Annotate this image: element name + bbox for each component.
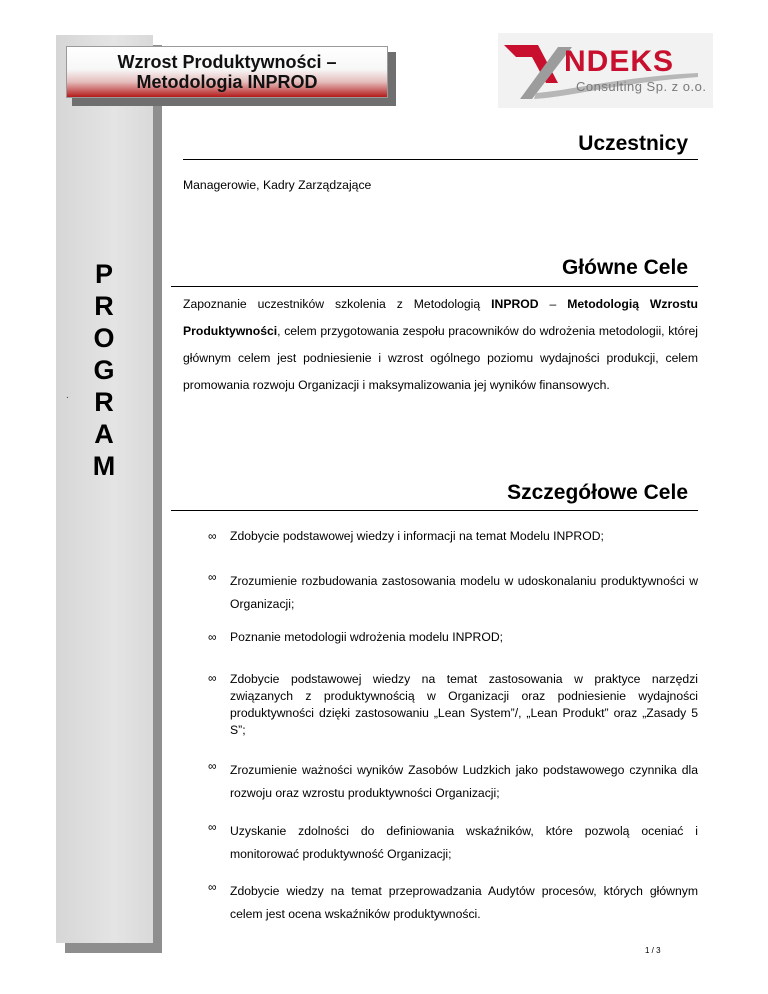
program-letter: R bbox=[94, 291, 114, 321]
sidebar-dot: . bbox=[66, 390, 69, 401]
list-item bbox=[208, 529, 698, 549]
main-goals-text-part: Zapoznanie uczestników szkolenia z Metodologią bbox=[183, 297, 492, 311]
bullet-infinity-icon: ∞ bbox=[208, 630, 217, 644]
bullet-infinity-icon: ∞ bbox=[208, 880, 217, 894]
list-item-text: Uzyskanie zdolności do definiowania wskaźników, które pozwolą oceniać i monitorować produktywność Organizacji; bbox=[230, 824, 698, 861]
logo-sub-text: Consulting Sp. z o.o. bbox=[576, 79, 707, 94]
program-letter: O bbox=[93, 323, 115, 353]
list-item-text: Poznanie metodologii wdrożenia modelu INPROD; bbox=[230, 630, 504, 644]
program-letter: R bbox=[94, 387, 114, 417]
main-goals-text-part: – bbox=[538, 297, 568, 311]
main-goals-text-part: , celem przygotowania zespołu pracowników do wdrożenia metodologii, której głównym celem jest podniesienie i wzrost ogólnego poziomu wydajności produkcji, celem promowania rozwoju Organizacji i maksymalizowania jej wyników finansowych. bbox=[183, 324, 698, 392]
list-item bbox=[208, 630, 698, 650]
banner-title-line-1: Wzrost Produktywności – bbox=[117, 52, 337, 72]
list-item-text: Zdobycie podstawowej wiedzy na temat zastosowania w praktyce narzędzi związanych z produktywnością w Organizacji oraz podniesienie wydajności produktywności dzięki zastosowaniu „Lean System”/, „Lean Produkt” oraz „Zasady 5 S”; bbox=[230, 672, 698, 737]
program-letter: P bbox=[94, 259, 113, 289]
list-item bbox=[208, 880, 698, 922]
list-item-text: Zdobycie wiedzy na temat przeprowadzania Audytów procesów, których głównym celem jest ocena wskaźników produktywności. bbox=[230, 884, 698, 921]
banner-title-line-2: Metodologia INPROD bbox=[136, 72, 318, 92]
list-item bbox=[208, 570, 698, 610]
participants-text: Managerowie, Kadry Zarządzające bbox=[183, 178, 372, 192]
logo-main-text: NDEKS bbox=[564, 45, 675, 78]
main-goals-bold-methodology: Metodologią Wzrostu Produktywności bbox=[183, 297, 698, 338]
page-number: 1 / 3 bbox=[645, 946, 661, 955]
bullet-infinity-icon: ∞ bbox=[208, 529, 217, 543]
main-goals-heading: Główne Cele bbox=[561, 256, 688, 279]
bullet-infinity-icon: ∞ bbox=[208, 671, 217, 685]
bullet-infinity-icon: ∞ bbox=[208, 759, 217, 773]
detailed-goals-heading: Szczegółowe Cele bbox=[507, 481, 688, 504]
main-goals-text bbox=[183, 291, 698, 399]
list-item-text: Zdobycie podstawowej wiedzy i informacji na temat Modelu INPROD; bbox=[230, 529, 604, 543]
list-item bbox=[208, 671, 698, 741]
list-item-text: Zrozumienie rozbudowania zastosowania modelu w udoskonalaniu produktywności w Organizacji; bbox=[230, 574, 698, 611]
list-item bbox=[208, 759, 698, 801]
program-letter: A bbox=[94, 419, 114, 449]
list-item bbox=[208, 820, 698, 862]
bullet-infinity-icon: ∞ bbox=[208, 570, 217, 584]
bullet-infinity-icon: ∞ bbox=[208, 820, 217, 834]
program-letter: M bbox=[92, 451, 116, 481]
sidebar bbox=[56, 35, 153, 943]
detailed-goals-rule bbox=[171, 510, 698, 511]
program-letter: G bbox=[93, 355, 115, 385]
list-item-text: Zrozumienie ważności wyników Zasobów Ludzkich jako podstawowego czynnika dla rozwoju oraz wzrostu produktywności Organizacji; bbox=[230, 763, 698, 800]
participants-rule bbox=[183, 159, 698, 160]
participants-heading: Uczestnicy bbox=[578, 132, 688, 155]
banner-title bbox=[117, 52, 336, 92]
main-goals-bold-inprod: INPROD bbox=[491, 297, 539, 311]
main-goals-rule bbox=[171, 286, 698, 287]
indeks-logo bbox=[498, 33, 713, 108]
program-vertical-label bbox=[84, 258, 124, 482]
title-banner bbox=[66, 46, 388, 98]
